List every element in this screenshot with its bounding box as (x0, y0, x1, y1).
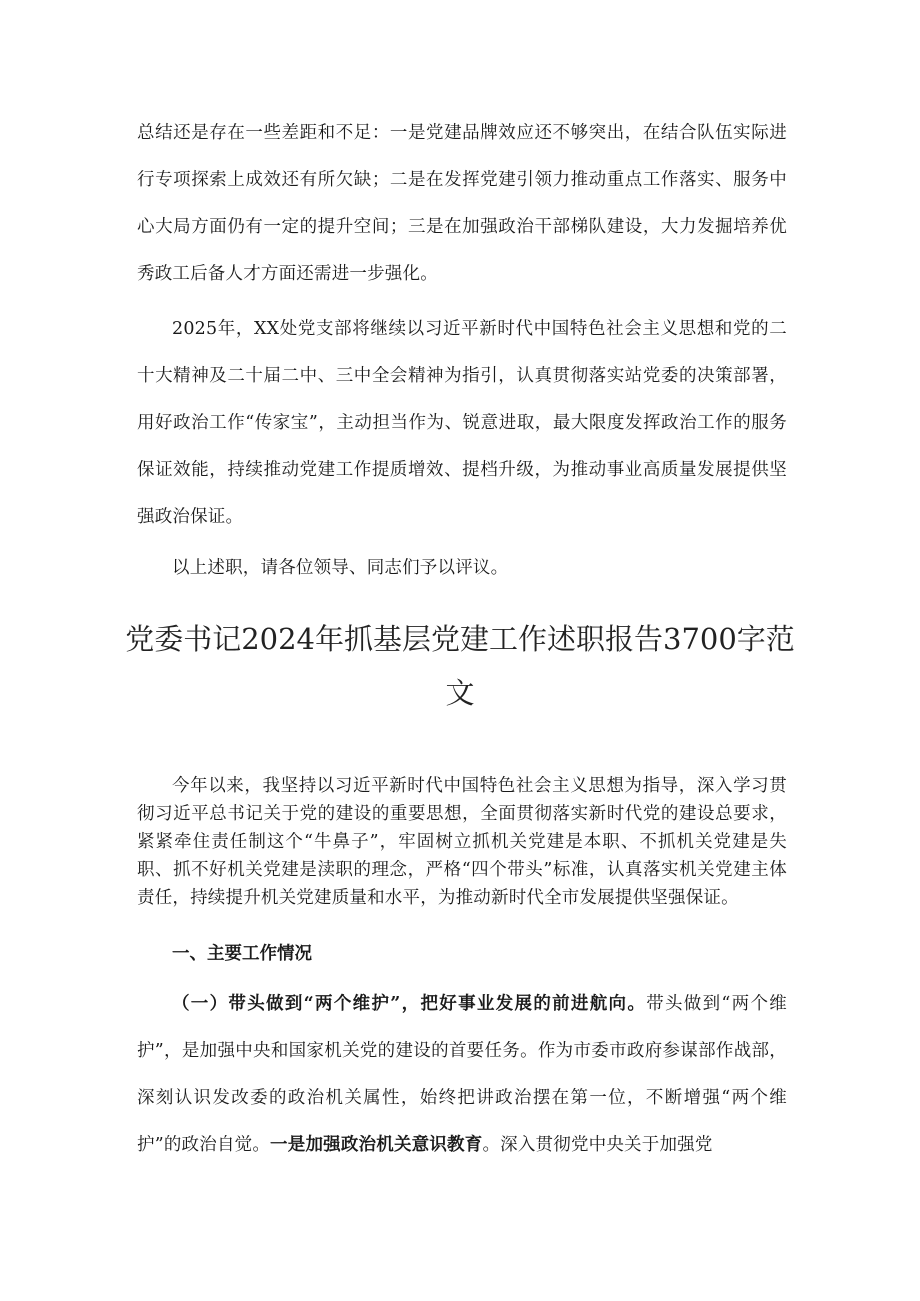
paragraph-subsection-1 (137, 981, 787, 1169)
paragraph-closing: 以上述职，请各位领导、同志们予以评议。 (172, 558, 509, 578)
section-heading: 一、主要工作情况 (172, 944, 312, 964)
subsection-1-text: 带头做到“两个维护”，是加强中央和国家机关党的建设的首要任务。作为市委市政府参谋部作战部，深刻认识发改委的政治机关属性，始终把讲政治摆在第一位，不断增强“两个维护”的政治自觉。 (137, 994, 787, 1155)
article-title: 党委书记2024年抓基层党建工作述职报告3700字范文 (125, 622, 795, 710)
subsection-1-title: （一）带头做到“两个维护”，把好事业发展的前进航向。 (172, 994, 647, 1014)
subsection-1-point-text: 。深入贯彻党中央关于加强党 (482, 1135, 713, 1155)
paragraph-2025-plan: 2025年，XX处党支部将继续以习近平新时代中国特色社会主义思想和党的二十大精神及二十届二中、三中全会精神为指引，认真贯彻落实站党委的决策部署，用好政治工作“传家宝”，主动担当作为、锐意进取，最大限度发挥政治工作的服务保证效能，持续推动党建工作提质增效、提档升级，为推动事业高质量发展提供坚强政治保证。 (137, 319, 787, 527)
paragraph-intro: 今年以来，我坚持以习近平新时代中国特色社会主义思想为指导，深入学习贯彻习近平总书记关于党的建设的重要思想，全面贯彻落实新时代党的建设总要求，紧紧牵住责任制这个“牛鼻子”，牢固树立抓机关党建是本职、不抓机关党建是失职、抓不好机关党建是渎职的理念，严格“四个带头”标准，认真落实机关党建主体责任，持续提升机关党建质量和水平，为推动新时代全市发展提供坚强保证。 (137, 776, 787, 908)
paragraph-shortcomings: 总结还是存在一些差距和不足：一是党建品牌效应还不够突出，在结合队伍实际进行专项探索上成效还有所欠缺；二是在发挥党建引领力推动重点工作落实、服务中心大局方面仍有一定的提升空间；三是在加强政治干部梯队建设，大力发掘培养优秀政工后备人才方面还需进一步强化。 (137, 123, 787, 284)
subsection-1-point-title: 一是加强政治机关意识教育 (270, 1135, 483, 1155)
